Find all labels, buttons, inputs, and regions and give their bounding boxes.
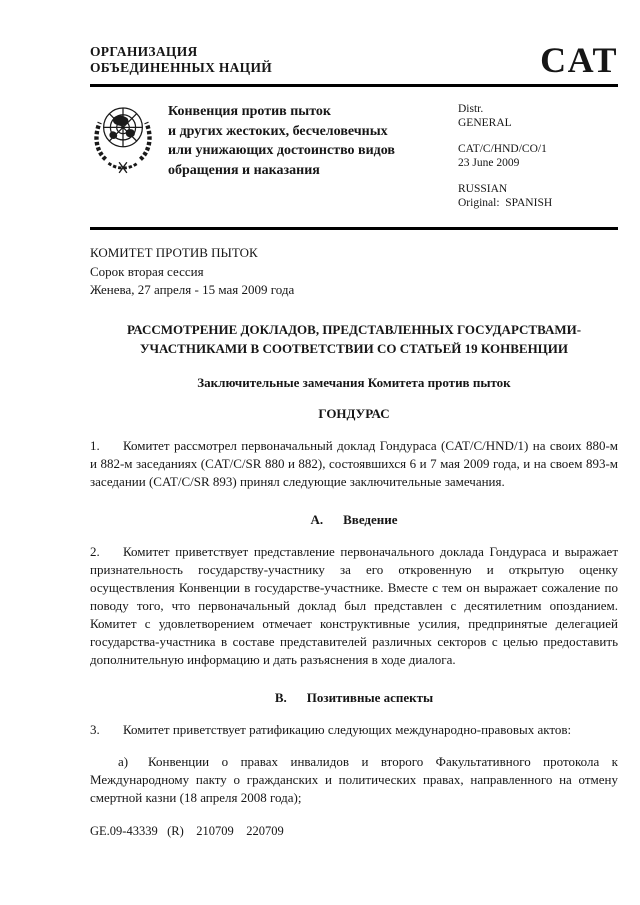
section-heading-b [90, 689, 618, 706]
distribution-block [458, 102, 552, 210]
paragraph-1-text: Комитет рассмотрел первоначальный доклад Гондураса (CAT/C/HND/1) на своих 880-м и 882-м заседаниях (CAT/C/SR 880 и 882), состоявшихся 6 и 7 мая 2009 года, и на своем 893-м заседании (CAT/C/SR 893) принял следующие заключительные замечания. [90, 437, 618, 489]
paragraph-1-number: 1. [90, 437, 100, 453]
paragraph-1 [90, 437, 618, 491]
committee-name: КОМИТЕТ ПРОТИВ ПЫТОК [90, 245, 258, 260]
horizontal-rule-bottom [90, 227, 618, 230]
org-name [90, 44, 272, 76]
paragraph-3-text: Комитет приветствует ратификацию следующих международно-правовых актов: [123, 721, 572, 737]
convention-title-line1: Конвенция против пыток [168, 104, 331, 119]
paragraph-2-text: Комитет приветствует представление первоначального доклада Гондураса и выражает признательность государству-участнику за его откровенную и открытую оценку осуществления Конвенции в государстве-участнике. Вместе с тем он выражает сожаление по поводу того, что первоначальный доклад был представлен с десятилетним опозданием. Комитет с удовлетворением отмечает конструктивные усилия, предпринятые делегацией государства-участника в составе представителей различных секторов с целью предоставить дополнительную информацию и дать разъяснения в ходе диалога. [90, 543, 618, 667]
main-title [90, 320, 618, 359]
distr-label: Distr. [458, 103, 484, 115]
document-language: RUSSIAN [458, 183, 508, 195]
convention-title-line2: и других жестоких, бесчеловечных [168, 123, 388, 139]
document-footer-code: GE.09-43339 (R) 210709 220709 [90, 823, 284, 838]
meta-gap [458, 130, 552, 142]
section-heading-a [90, 511, 618, 528]
top-header [90, 0, 618, 80]
masthead [90, 87, 618, 227]
list-item-a-text: Конвенции о правах инвалидов и второго Факультативного протокола к Международному пакту о гражданских и политических правах, направленного на отмену смертной казни (18 апреля 2008 года); [90, 753, 618, 805]
document-symbol: CAT [540, 40, 618, 80]
original-language: Original: SPANISH [458, 197, 553, 209]
convention-title [168, 100, 395, 180]
main-title-line2: УЧАСТНИКАМИ В СООТВЕТСТВИИ СО СТАТЬЕЙ 19 КОНВЕНЦИИ [139, 341, 569, 356]
org-name-line1: ОРГАНИЗАЦИЯ [90, 44, 198, 59]
document-subtitle: Заключительные замечания Комитета против пыток [197, 374, 511, 390]
convention-title-line3: или унижающих достоинство видов [168, 143, 395, 158]
section-b-letter: В. [274, 689, 287, 705]
session-name: Сорок вторая сессия [90, 263, 204, 279]
paragraph-3-number: 3. [90, 721, 100, 737]
section-a-letter: А. [310, 511, 324, 527]
document-date: 23 June 2009 [458, 157, 520, 169]
list-item-a-marker: а) [118, 753, 129, 769]
paragraph-3 [90, 721, 618, 739]
document-reference: CAT/C/HND/CO/1 [458, 143, 547, 155]
distr-value: GENERAL [458, 117, 512, 129]
main-title-line1: РАССМОТРЕНИЕ ДОКЛАДОВ, ПРЕДСТАВЛЕННЫХ ГОСУДАРСТВАМИ- [126, 321, 582, 337]
session-venue: Женева, 27 апреля - 15 мая 2009 года [90, 282, 295, 297]
paragraph-2 [90, 543, 618, 669]
un-emblem-icon [92, 100, 154, 176]
country-name: ГОНДУРАС [318, 405, 390, 421]
convention-title-line4: обращения и наказания [168, 162, 320, 178]
session-block [90, 244, 618, 300]
page-content [90, 0, 618, 839]
org-name-line2: ОБЪЕДИНЕННЫХ НАЦИЙ [90, 60, 273, 75]
paragraph-2-number: 2. [90, 543, 100, 559]
section-b-title: Позитивные аспекты [306, 689, 434, 705]
meta-gap [458, 170, 552, 182]
list-item-a [90, 753, 618, 807]
section-a-title: Введение [343, 511, 398, 527]
